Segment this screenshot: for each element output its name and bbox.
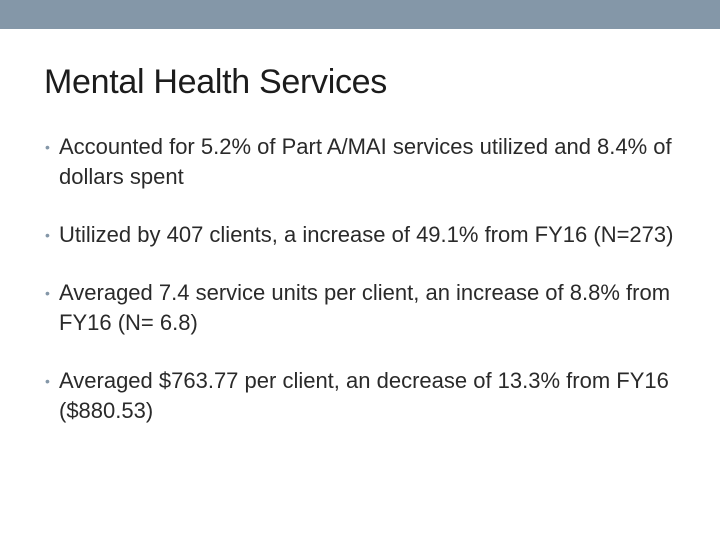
bullet-icon: • xyxy=(45,285,50,301)
bullet-text: Utilized by 407 clients, a increase of 49.1% from FY16 (N=273) xyxy=(59,222,674,247)
bullet-icon: • xyxy=(45,227,50,243)
bullet-text: Averaged 7.4 service units per client, an increase of 8.8% from FY16 (N= 6.8) xyxy=(59,280,671,335)
bullet-item xyxy=(44,366,684,426)
slide-title: Mental Health Services xyxy=(44,63,387,101)
bullet-text: Accounted for 5.2% of Part A/MAI services utilized and 8.4% of dollars spent xyxy=(59,134,672,189)
bullet-icon: • xyxy=(45,139,50,155)
bullet-item xyxy=(44,278,684,338)
bullet-text: Averaged $763.77 per client, an decrease of 13.3% from FY16 ($880.53) xyxy=(59,368,669,423)
bullet-icon: • xyxy=(45,373,50,389)
bullet-item xyxy=(44,132,684,192)
bullet-item xyxy=(44,220,684,250)
header-band xyxy=(0,0,720,29)
bullet-list xyxy=(44,132,684,454)
